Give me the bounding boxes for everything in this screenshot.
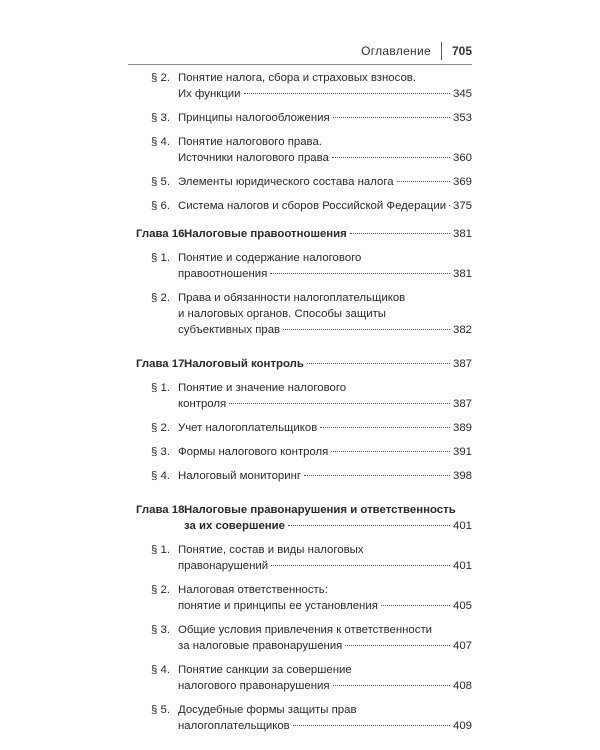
page-ref[interactable]: 407 bbox=[452, 640, 472, 652]
section-number: § 2. bbox=[151, 584, 170, 596]
toc-section-entry[interactable] bbox=[128, 622, 472, 654]
title-line: Налоговая ответственность: bbox=[178, 584, 328, 596]
dot-leader bbox=[333, 117, 450, 118]
section-number: § 3. bbox=[151, 112, 170, 124]
page-ref[interactable]: 391 bbox=[452, 446, 472, 458]
dot-leader bbox=[288, 525, 450, 526]
toc-section-entry[interactable] bbox=[128, 420, 472, 436]
page-ref[interactable]: 353 bbox=[452, 112, 472, 124]
toc-chapter-entry[interactable] bbox=[128, 502, 472, 534]
running-title: Оглавление bbox=[361, 44, 431, 58]
title-line: Источники налогового права bbox=[178, 152, 329, 164]
toc-section-entry[interactable] bbox=[128, 542, 472, 574]
title-line: понятие и принципы ее установления bbox=[178, 600, 378, 612]
title-line: Понятие налогового права. bbox=[178, 136, 322, 148]
title-line: Понятие и содержание налогового bbox=[178, 252, 362, 264]
title-line: Система налогов и сборов Российской Федерации bbox=[178, 200, 447, 212]
title-line: налогоплательщиков bbox=[178, 720, 290, 732]
chapter-number: Глава 18. bbox=[136, 504, 188, 516]
title-line: за их совершение bbox=[184, 520, 285, 532]
toc-section-entry[interactable] bbox=[128, 582, 472, 614]
toc-chapter-entry[interactable] bbox=[128, 226, 472, 242]
section-number: § 3. bbox=[151, 624, 170, 636]
page-ref[interactable]: 375 bbox=[452, 200, 472, 212]
toc-section-entry[interactable] bbox=[128, 702, 472, 734]
title-line: Элементы юридического состава налога bbox=[178, 176, 394, 188]
title-line: Формы налогового контроля bbox=[178, 446, 329, 458]
entry-title bbox=[178, 420, 472, 436]
page-ref[interactable]: 387 bbox=[452, 358, 472, 370]
section-number: § 4. bbox=[151, 664, 170, 676]
entry-title bbox=[178, 110, 472, 126]
dot-leader bbox=[350, 233, 450, 234]
toc-chapter-entry[interactable] bbox=[128, 356, 472, 372]
header-rule bbox=[128, 64, 472, 65]
dot-leader bbox=[397, 181, 450, 182]
dot-leader bbox=[270, 273, 450, 274]
dot-leader bbox=[320, 427, 450, 428]
section-number: § 2. bbox=[151, 72, 170, 84]
section-number: § 1. bbox=[151, 252, 170, 264]
title-line: за налоговые правонарушения bbox=[178, 640, 343, 652]
entry-title bbox=[178, 250, 472, 282]
dot-leader bbox=[293, 725, 450, 726]
entry-title bbox=[178, 702, 472, 734]
dot-leader bbox=[307, 363, 450, 364]
dot-leader bbox=[449, 205, 450, 206]
section-number: § 1. bbox=[151, 382, 170, 394]
toc-section-entry[interactable] bbox=[128, 70, 472, 102]
section-number: § 2. bbox=[151, 422, 170, 434]
title-line: Налоговые правонарушения и ответственность bbox=[184, 504, 456, 516]
entry-title bbox=[178, 662, 472, 694]
section-number: § 6. bbox=[151, 200, 170, 212]
entry-title bbox=[178, 174, 472, 190]
entry-title bbox=[178, 622, 472, 654]
title-line: Досудебные формы защиты прав bbox=[178, 704, 357, 716]
dot-leader bbox=[331, 451, 450, 452]
title-line: Понятие, состав и виды налоговых bbox=[178, 544, 364, 556]
dot-leader bbox=[283, 329, 450, 330]
page-ref[interactable]: 405 bbox=[452, 600, 472, 612]
toc-section-entry[interactable] bbox=[128, 174, 472, 190]
entry-title bbox=[178, 70, 472, 102]
toc-section-entry[interactable] bbox=[128, 444, 472, 460]
entry-title bbox=[178, 582, 472, 614]
title-line: Общие условия привлечения к ответственности bbox=[178, 624, 433, 636]
title-line: контроля bbox=[178, 398, 227, 410]
title-line: Учет налогоплательщиков bbox=[178, 422, 318, 434]
chapter-number: Глава 17. bbox=[136, 358, 188, 370]
page-ref[interactable]: 409 bbox=[452, 720, 472, 732]
dot-leader bbox=[271, 565, 450, 566]
section-number: § 4. bbox=[151, 470, 170, 482]
entry-title bbox=[184, 356, 472, 372]
page-ref[interactable]: 398 bbox=[452, 470, 472, 482]
dot-leader bbox=[345, 645, 450, 646]
page-ref[interactable]: 381 bbox=[452, 228, 472, 240]
entry-title bbox=[178, 380, 472, 412]
running-header bbox=[361, 42, 472, 60]
toc-section-entry[interactable] bbox=[128, 198, 472, 214]
page-ref[interactable]: 360 bbox=[452, 152, 472, 164]
page-ref[interactable]: 369 bbox=[452, 176, 472, 188]
page-ref[interactable]: 401 bbox=[452, 520, 472, 532]
entry-title bbox=[178, 542, 472, 574]
dot-leader bbox=[381, 605, 450, 606]
page-ref[interactable]: 345 bbox=[452, 88, 472, 100]
page-ref[interactable]: 382 bbox=[452, 324, 472, 336]
title-line: субъективных прав bbox=[178, 324, 281, 336]
title-line: Налоговые правоотношения bbox=[184, 228, 347, 240]
section-number: § 5. bbox=[151, 176, 170, 188]
entry-title bbox=[178, 198, 472, 214]
section-number: § 3. bbox=[151, 446, 170, 458]
toc-section-entry[interactable] bbox=[128, 468, 472, 484]
title-line: налогового правонарушения bbox=[178, 680, 330, 692]
toc-section-entry[interactable] bbox=[128, 110, 472, 126]
entry-title bbox=[184, 226, 472, 242]
title-line: Налоговый мониторинг bbox=[178, 470, 302, 482]
page-ref[interactable]: 401 bbox=[452, 560, 472, 572]
title-line: Принципы налогообложения bbox=[178, 112, 330, 124]
title-line: правоотношения bbox=[178, 268, 268, 280]
title-line: Права и обязанности налогоплательщиков bbox=[178, 292, 406, 304]
section-number: § 5. bbox=[151, 704, 170, 716]
toc-section-entry[interactable] bbox=[128, 250, 472, 282]
toc-section-entry[interactable] bbox=[128, 662, 472, 694]
title-line: Понятие санкции за совершение bbox=[178, 664, 352, 676]
page-number: 705 bbox=[451, 44, 472, 58]
title-line: Понятие и значение налогового bbox=[178, 382, 347, 394]
header-separator bbox=[441, 42, 442, 60]
dot-leader bbox=[333, 685, 450, 686]
entry-title bbox=[178, 444, 472, 460]
dot-leader bbox=[244, 93, 450, 94]
page-ref[interactable]: 387 bbox=[452, 398, 472, 410]
title-line: Налоговый контроль bbox=[184, 358, 304, 370]
dot-leader bbox=[332, 157, 450, 158]
page-ref[interactable]: 381 bbox=[452, 268, 472, 280]
title-line: правонарушений bbox=[178, 560, 269, 572]
entry-title bbox=[178, 134, 472, 166]
section-number: § 4. bbox=[151, 136, 170, 148]
page-ref[interactable]: 389 bbox=[452, 422, 472, 434]
dot-leader bbox=[304, 475, 450, 476]
table-of-contents bbox=[128, 70, 472, 742]
toc-section-entry[interactable] bbox=[128, 290, 472, 338]
toc-section-entry[interactable] bbox=[128, 380, 472, 412]
entry-title bbox=[184, 502, 472, 534]
chapter-number: Глава 16. bbox=[136, 228, 188, 240]
section-number: § 2. bbox=[151, 292, 170, 304]
title-line: Их функции bbox=[178, 88, 241, 100]
dot-leader bbox=[229, 403, 450, 404]
entry-title bbox=[178, 468, 472, 484]
entry-title bbox=[178, 290, 472, 338]
toc-section-entry[interactable] bbox=[128, 134, 472, 166]
page-ref[interactable]: 408 bbox=[452, 680, 472, 692]
title-line: и налоговых органов. Способы защиты bbox=[178, 308, 386, 320]
section-number: § 1. bbox=[151, 544, 170, 556]
title-line: Понятие налога, сбора и страховых взносов. bbox=[178, 72, 417, 84]
